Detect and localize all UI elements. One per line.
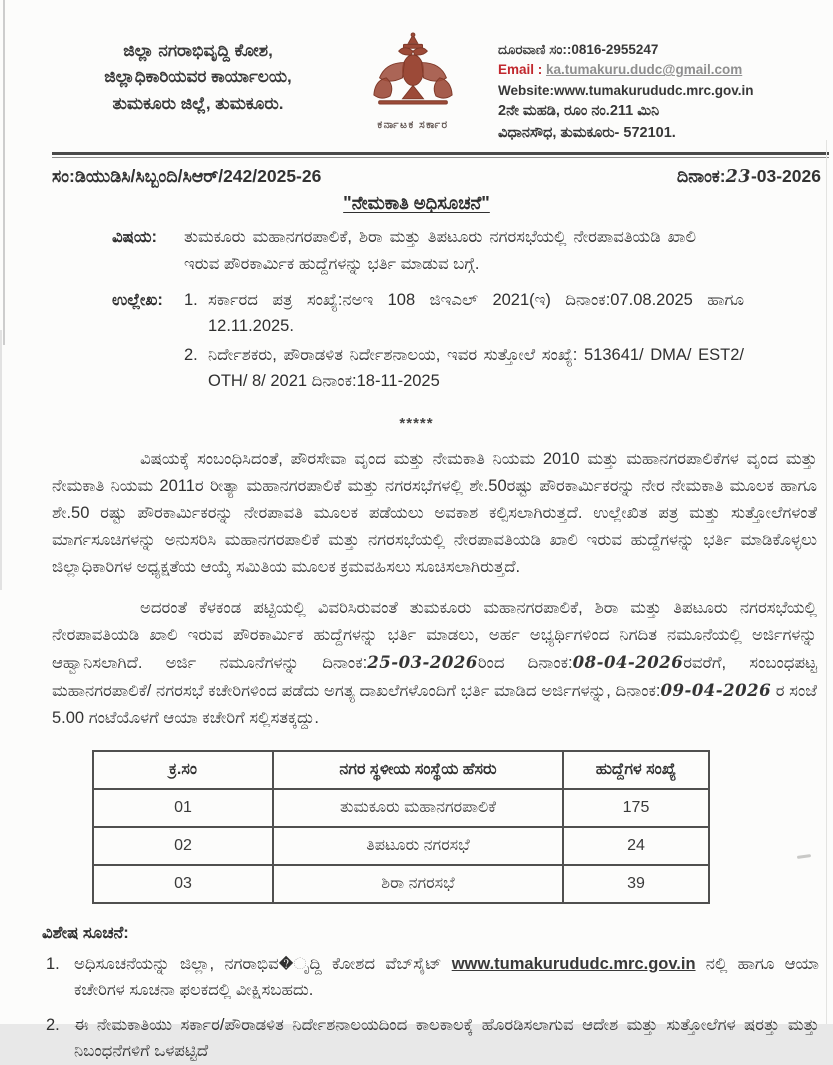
cell-post-count: 24 bbox=[563, 827, 709, 865]
reference-item-text: ನಿರ್ದೇಶಕರು, ಪೌರಾಡಳಿತ ನಿರ್ದೇಶನಾಲಯ, ಇವರ ಸುತ್ತೋಲೆ ಸಂಖ್ಯೆ: 513641/ DMA/ EST2/ OTH/ 8/ 2021 ದಿನಾಂಕ:18-11-2025 bbox=[208, 345, 744, 391]
note-number: 1. bbox=[46, 955, 60, 974]
email-label: Email : bbox=[498, 62, 543, 78]
karnataka-emblem bbox=[348, 30, 478, 132]
organization-name bbox=[48, 30, 348, 117]
email-link[interactable]: ka.tumakuru.dudc@gmail.com bbox=[546, 62, 743, 78]
subject-text: ತುಮಕೂರು ಮಹಾನಗರಪಾಲಿಕೆ, ಶಿರಾ ಮತ್ತು ತಿಪಟೂರು ನಗರಸಭೆಯಲ್ಲಿ ನೇರಪಾವತಿಯಡಿ ಖಾಲಿ ಇರುವ ಪೌರಕಾರ್ಮಿಕ ಹುದ್ದೆಗಳನ್ನು ಭರ್ತಿ ಮಾಡುವ ಬಗ್ಗೆ. bbox=[184, 228, 696, 273]
reference-item-number: 1. bbox=[184, 291, 198, 310]
para2-text: ಅದರಂತೆ ಕೆಳಕಂಡ ಪಟ್ಟಿಯಲ್ಲಿ ವಿವರಿಸಿರುವಂತೆ ತುಮಕೂರು ಮಹಾನಗರಪಾಲಿಕೆ, ಶಿರಾ ಮತ್ತು ತಿಪಟೂರು ನಗರಸಭೆಯಲ್ಲಿ ನೇರಪಾವತಿಯಡಿ ಖಾಲಿ ಇರುವ ಪೌರಕಾರ್ಮಿಕ ಹುದ್ದೆಗಳನ್ನು ಭರ್ತಿ ಮಾಡಲು, ಅರ್ಹ ಅಭ್ಯರ್ಥಿಗಳಿಂದ ನಿಗದಿತ ನಮೂನೆಯಲ್ಲಿ ಅರ್ಜಿಗಳನ್ನು ಆಹ್ವಾನಿಸಲಾಗಿದೆ. ಅರ್ಜಿ ನಮೂನೆಗಳನ್ನು ದಿನಾಂಕ: bbox=[52, 598, 817, 672]
date-rest: -03-2026 bbox=[750, 166, 821, 187]
note-number: 2. bbox=[46, 1015, 60, 1034]
emblem-caption: ಕರ್ನಾಟಕ ಸರ್ಕಾರ bbox=[377, 119, 449, 131]
reference-section bbox=[112, 287, 833, 397]
scan-edge-artifact bbox=[3, 0, 5, 345]
reference-item bbox=[184, 342, 744, 395]
scan-edge-artifact bbox=[0, 330, 2, 590]
reference-label: ಉಲ್ಲೇಖ: bbox=[112, 291, 163, 310]
para2-handwritten-date-3: 09-04-2026 bbox=[660, 680, 772, 700]
cell-serial: 01 bbox=[93, 789, 273, 827]
cell-ulb-name: ತುಮಕೂರು ಮಹಾನಗರಪಾಲಿಕೆ bbox=[273, 789, 563, 827]
cell-serial: 03 bbox=[93, 865, 273, 903]
karnataka-emblem-icon bbox=[365, 32, 461, 116]
note-text: ಈ ನೇಮಕಾತಿಯು ಸರ್ಕಾರ/ಪೌರಾಡಳಿತ ನಿರ್ದೇಶನಾಲಯದಿಂದ ಕಾಲಕಾಲಕ್ಕೆ ಹೊರಡಿಸಲಾಗುವ ಆದೇಶ ಮತ್ತು ಸುತ್ತೋಲೆಗಳ ಷರತ್ತು ಮತ್ತು ನಿಬಂಧನೆಗಳಿಗೆ ಒಳಪಟ್ಟಿದೆ bbox=[74, 1015, 819, 1061]
para2-handwritten-date-2: 08-04-2026 bbox=[572, 652, 684, 672]
reference-items bbox=[184, 287, 744, 397]
org-line-3: ತುಮಕೂರು ಜಿಲ್ಲೆ, ತುಮಕೂರು. bbox=[112, 93, 284, 113]
letterhead bbox=[0, 0, 833, 144]
cell-ulb-name: ಶಿರಾ ನಗರಸಭೆ bbox=[273, 865, 563, 903]
column-header-ulb-name: ನಗರ ಸ್ಥಳೀಯ ಸಂಸ್ಥೆಯ ಹೆಸರು bbox=[273, 751, 563, 789]
cell-serial: 02 bbox=[93, 827, 273, 865]
date-label: ದಿನಾಂಕ: bbox=[676, 166, 726, 187]
note1-text-before-link: ಅಧಿಸೂಚನೆಯನ್ನು ಜಿಲ್ಲಾ, ನಗರಾಭಿವ�ೃದ್ದಿ ಕೋಶದ ವೆಬ್‌ಸೈಟ್ bbox=[74, 955, 452, 974]
address-line-1: 2ನೇ ಮಹಡಿ, ರೂಂ ನಂ.211 ಮಿನಿ bbox=[498, 102, 660, 119]
table-row bbox=[93, 827, 709, 865]
para2-handwritten-date-1: 25-03-2026 bbox=[367, 652, 478, 672]
cell-post-count: 175 bbox=[563, 789, 709, 827]
contact-block bbox=[478, 30, 823, 144]
scan-smudge-artifact bbox=[797, 854, 811, 859]
cell-post-count: 39 bbox=[563, 865, 709, 903]
para2-text: ರ ಸಂಜೆ 5.00 ಗಂಟೆಯೊಳಗೆ ಆಯಾ ಕಚೇರಿಗೆ ಸಲ್ಲಿಸತಕ್ಕದ್ದು. bbox=[52, 681, 817, 728]
reference-number: ಸಂ:ಡಿಯುಡಿಸಿ/ಸಿಬ್ಬಂದಿ/ಸಿಆರ್/242/2025-26 bbox=[52, 166, 322, 187]
reference-item-number: 2. bbox=[184, 345, 198, 364]
address-line-2: ವಿಧಾನಸೌಧ, ತುಮಕೂರು- 572101. bbox=[498, 124, 676, 141]
table-header-row bbox=[93, 751, 709, 789]
website-link[interactable]: www.tumakurududc.mrc.gov.in bbox=[451, 955, 696, 974]
org-line-2: ಜಿಲ್ಲಾಧಿಕಾರಿಯವರ ಕಾರ್ಯಾಲಯ, bbox=[104, 67, 292, 87]
list-item bbox=[46, 1012, 819, 1065]
subject-section bbox=[112, 224, 833, 277]
separator-stars: ***** bbox=[399, 414, 434, 432]
column-header-serial: ಕ್ರ.ಸಂ bbox=[93, 751, 273, 789]
reference-line bbox=[0, 158, 833, 187]
page-title bbox=[0, 193, 833, 214]
subject-label: ವಿಷಯ: bbox=[112, 228, 158, 247]
vacancy-table bbox=[92, 750, 710, 904]
date-handwritten: 23 bbox=[725, 167, 751, 188]
special-note-heading: ವಿಶೇಷ ಸೂಚನೆ: bbox=[42, 924, 129, 943]
table-row bbox=[93, 865, 709, 903]
table-row bbox=[93, 789, 709, 827]
page-title-text: "ನೇಮಕಾತಿ ಅಧಿಸೂಚನೆ" bbox=[343, 193, 490, 214]
website-text[interactable]: Website:www.tumakurududc.mrc.gov.in bbox=[498, 82, 754, 98]
para2-text: ರವರೆಗೆ, ಸಂಬಂಧಪಟ್ಟ ಮಹಾನಗರಪಾಲಿಕೆ/ ನಗರಸಭೆ ಕಚೇರಿಗಳಿಂದ ಪಡೆದು ಅಗತ್ಯ ದಾಖಲೆಗಳೊಂದಿಗೆ ಭರ್ತಿ ಮಾಡಿದ ಅರ್ಜಿಗಳನ್ನು, ದಿನಾಂಕ: bbox=[52, 653, 818, 700]
note-text bbox=[74, 951, 819, 1004]
document-date bbox=[677, 166, 821, 187]
body-paragraph-2 bbox=[52, 595, 817, 732]
email-row bbox=[498, 60, 823, 80]
para2-text: ರಿಂದ ದಿನಾಂಕ: bbox=[477, 653, 573, 672]
body-paragraph-1: ವಿಷಯಕ್ಕೆ ಸಂಬಂಧಿಸಿದಂತೆ, ಪೌರಸೇವಾ ವೃಂದ ಮತ್ತು ನೇಮಕಾತಿ ನಿಯಮ 2010 ಮತ್ತು ಮಹಾನಗರಪಾಲಿಕೆಗಳ ವೃಂದ ಮತ್ತು ನೇಮಕಾತಿ ನಿಯಮ 2011ರ ರೀತ್ಯಾ ಮಹಾನಗರಪಾಲಿಕೆ ಮತ್ತು ನಗರಸಭೆಗಳಲ್ಲಿ ಶೇ.50ರಷ್ಟು ಪೌರಕಾರ್ಮಿಕರನ್ನು ನೇರ ನೇಮಕಾತಿ ಮೂಲಕ ಹಾಗೂ ಶೇ.50 ರಷ್ಟು ಪೌರಕಾರ್ಮಿಕರನ್ನು ನೇರಪಾವತಿ ಮೂಲಕ ಪಡೆಯಲು ಅವಕಾಶ ಕಲ್ಪಿಸಲಾಗಿರುತ್ತದೆ. ಉಲ್ಲೇಖಿತ ಪತ್ರ ಮತ್ತು ಸುತ್ತೋಲೆಗಳಂತೆ ಮಾರ್ಗಸೂಚಿಗಳನ್ನು ಅನುಸರಿಸಿ ಮಹಾನಗರಪಾಲಿಕೆ ಮತ್ತು ನಗರಸಭೆಯಲ್ಲಿ ನೇರಪಾವತಿಯಡಿ ಖಾಲಿ ಇರುವ ಹುದ್ದೆಗಳನ್ನು ಭರ್ತಿ ಮಾಡಿಕೊಳ್ಳಲು ಜಿಲ್ಲಾಧಿಕಾರಿಗಳ ಅಧ್ಯಕ್ಷತೆಯ ಆಯ್ಕೆ ಸಮಿತಿಯ ಮೂಲಕ ಕ್ರಮವಹಿಸಲು ಸೂಚಿಸಲಾಗಿರುತ್ತದೆ. bbox=[52, 449, 817, 576]
scan-edge-artifact bbox=[826, 140, 827, 1024]
cell-ulb-name: ತಿಪಟೂರು ನಗರಸಭೆ bbox=[273, 827, 563, 865]
reference-item bbox=[184, 287, 744, 340]
special-notes-list bbox=[46, 951, 819, 1065]
list-item bbox=[46, 951, 819, 1004]
org-line-1: ಜಿಲ್ಲಾ ನಗರಾಭಿವೃದ್ದಿ ಕೋಶ, bbox=[123, 41, 273, 60]
phone-number: ದೂರವಾಣಿ ಸಂ::0816-2955247 bbox=[498, 42, 659, 57]
reference-item-text: ಸರ್ಕಾರದ ಪತ್ರ ಸಂಖ್ಯೆ:ನಅಇ 108 ಜಿಇಎಲ್ 2021(ಇ) ದಿನಾಂಕ:07.08.2025 ಹಾಗೂ 12.11.2025. bbox=[208, 291, 744, 336]
note1-text-after-link: ನಲ್ಲಿ ಹಾಗೂ ಆಯಾ ಕಚೇರಿಗಳ ಸೂಚನಾ ಫಲಕದಲ್ಲಿ ವೀಕ್ಷಿಸಬಹದು. bbox=[74, 955, 819, 1000]
column-header-post-count: ಹುದ್ದೆಗಳ ಸಂಖ್ಯೆ bbox=[563, 751, 709, 789]
